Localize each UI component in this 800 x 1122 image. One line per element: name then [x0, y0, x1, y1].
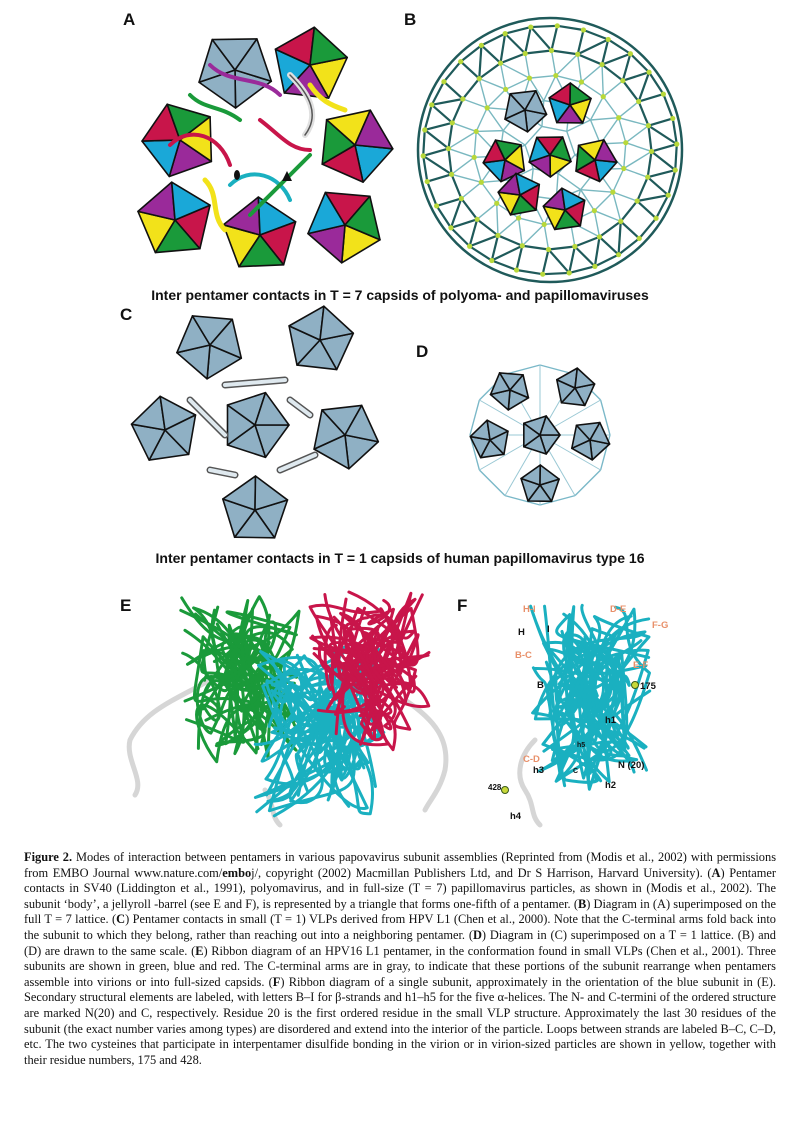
- panel-letter-a: A: [123, 10, 136, 29]
- figure-caption: [24, 850, 776, 1068]
- panel-a-pentamer: [322, 110, 393, 182]
- label-n20: N (20): [618, 760, 645, 771]
- label-d-e: D-E: [610, 604, 627, 615]
- caption-label-d: D: [472, 927, 482, 942]
- label-c-d: C-D: [523, 754, 540, 765]
- caption-text-d: ) Diagram in (C) superimposed on a T = 1 lattice. (B) and (D) are drawn to the same scale. (: [24, 927, 776, 958]
- caption-text-c: ) Pentamer contacts in small (T = 1) VLPs derived from HPV L1 (Chen et al., 2000). Note that the C-terminal arms fold back into the subunit to which they belong, rather than reaching out into a neighboring pentamer. (: [24, 912, 777, 942]
- panel-b-pentamer: [529, 137, 571, 177]
- panel-a-diagram: [110, 25, 390, 275]
- panel-d-pentamer: [524, 416, 560, 454]
- panel-d-pentamer: [572, 423, 610, 460]
- label-h-i: H-I: [523, 604, 536, 615]
- caption-intro2: j/, copyright (2002) Macmillan Publishers Ltd, and Dr S Harrison, Harvard University). (: [251, 865, 712, 880]
- panel-a-pentamers: [138, 27, 393, 266]
- caption-text-f: ) Ribbon diagram of a single subunit, approximately in the orientation of the blue subunit in (E). Secondary structural elements are labeled, with letters B–I for β-strands and h1–h5 for the five α-helices. The N- and C-termini of the ordered structure are marked N(20) and C, respectively. Residue 20 is the first ordered residue in the small VLP structure. Approximately the last 30 residues of the subunit (the exact number varies among types) are disordered and extend into the interior of the particle. Loops between strands are labeled B–C, C–D, etc. The two cysteines that participate in interpentamer disulfide bonding in the virion or in virion-sized particles are shown in yellow, together with their residue numbers, 175 and 428.: [24, 974, 776, 1067]
- panel-letter-c: C: [120, 305, 133, 324]
- caption-text-b: ) Diagram in (A) superimposed on the full T = 7 lattice. (: [24, 896, 776, 927]
- panel-letter-b: B: [404, 10, 417, 29]
- caption-label-f: F: [272, 974, 281, 989]
- panel-d-pentamer: [557, 368, 595, 405]
- title-t7: Inter pentamer contacts in T = 7 capsids of polyoma- and papillomaviruses: [151, 287, 649, 303]
- caption-label-a: A: [711, 865, 721, 880]
- label-h3: h3: [533, 765, 545, 776]
- label-175: 175: [640, 681, 656, 692]
- panel-b-pentamer: [576, 140, 617, 182]
- panel-c-diagram: [130, 305, 380, 545]
- label-h1: h1: [605, 715, 617, 726]
- caption-text-e: ) Ribbon diagram of an HPV16 L1 pentamer, in the conformation found in small VLPs (Chen et al., 2001). Three subunits are shown in green, blue and red. The C-terminal arms are in gray, to indicate that these portions of the subunit rearrange when pentamers assemble into virions or into full-sized capsids. (: [24, 943, 776, 989]
- label-b-c: B-C: [515, 650, 532, 661]
- panel-b-pentamer: [549, 83, 591, 123]
- gray-arm-right: [405, 700, 446, 810]
- label-b: B: [537, 680, 544, 691]
- caption-label-b: B: [577, 896, 587, 911]
- label-f-g: F-G: [652, 620, 669, 631]
- caption-label-c: C: [116, 912, 126, 927]
- panel-a-pentamer: [199, 39, 271, 108]
- panel-letter-f: F: [457, 596, 468, 615]
- panel-c-pentamers: [131, 306, 378, 538]
- panel-c-pentamer: [223, 476, 288, 538]
- panel-letter-e: E: [120, 596, 132, 615]
- label-i: I: [547, 624, 550, 635]
- label-h4: h4: [510, 811, 522, 822]
- panel-d-lattice: [465, 360, 615, 510]
- label-428: 428: [488, 783, 502, 792]
- label-h: H: [518, 627, 525, 638]
- panel-a-pentamer: [308, 192, 380, 262]
- caption-fig-label: Figure 2.: [24, 850, 73, 864]
- panel-d-pentamer: [470, 420, 508, 457]
- panel-c-pentamer: [314, 405, 378, 468]
- panel-b-lattice: [400, 10, 700, 288]
- caption-text-a: ) Pentamer contacts in SV40 (Liddington et al., 1991), polyomavirus, and in full-size (T = 7) papillomavirus particles, as shown in (Modis et al., 2002). The subunit ‘body’, a jellyroll -barrel (see E and F), is represented by a triangle that forms one-fifth of a pentamer. (: [24, 865, 777, 911]
- panel-c-pentamer: [131, 396, 195, 460]
- caption-label-e: E: [195, 943, 204, 958]
- panel-e-ribbon: [115, 590, 455, 830]
- title-t1: Inter pentamer contacts in T = 1 capsids of human papillomavirus type 16: [155, 550, 645, 566]
- caption-intro: Modes of interaction between pentamers in various papovavirus subunit assemblies (Reprinted from (Modis et al., 2002) with permissions from EMBO Journal www.nature.com/: [24, 850, 777, 880]
- label-e-f: E-F: [633, 660, 649, 671]
- panel-c-pentamer: [289, 306, 353, 369]
- panel-c-pentamer: [177, 316, 241, 379]
- label-h5: h5: [577, 742, 586, 749]
- label-h2: h2: [605, 780, 617, 791]
- caption-emboj: embo: [222, 865, 252, 880]
- panel-letter-d: D: [416, 342, 429, 361]
- label-c: C: [573, 768, 579, 775]
- panel-f-ribbon: [485, 590, 685, 830]
- panel-a-pentamer: [138, 182, 210, 252]
- panel-d-pentamer: [521, 465, 559, 501]
- panel-c-pentamer: [227, 393, 289, 458]
